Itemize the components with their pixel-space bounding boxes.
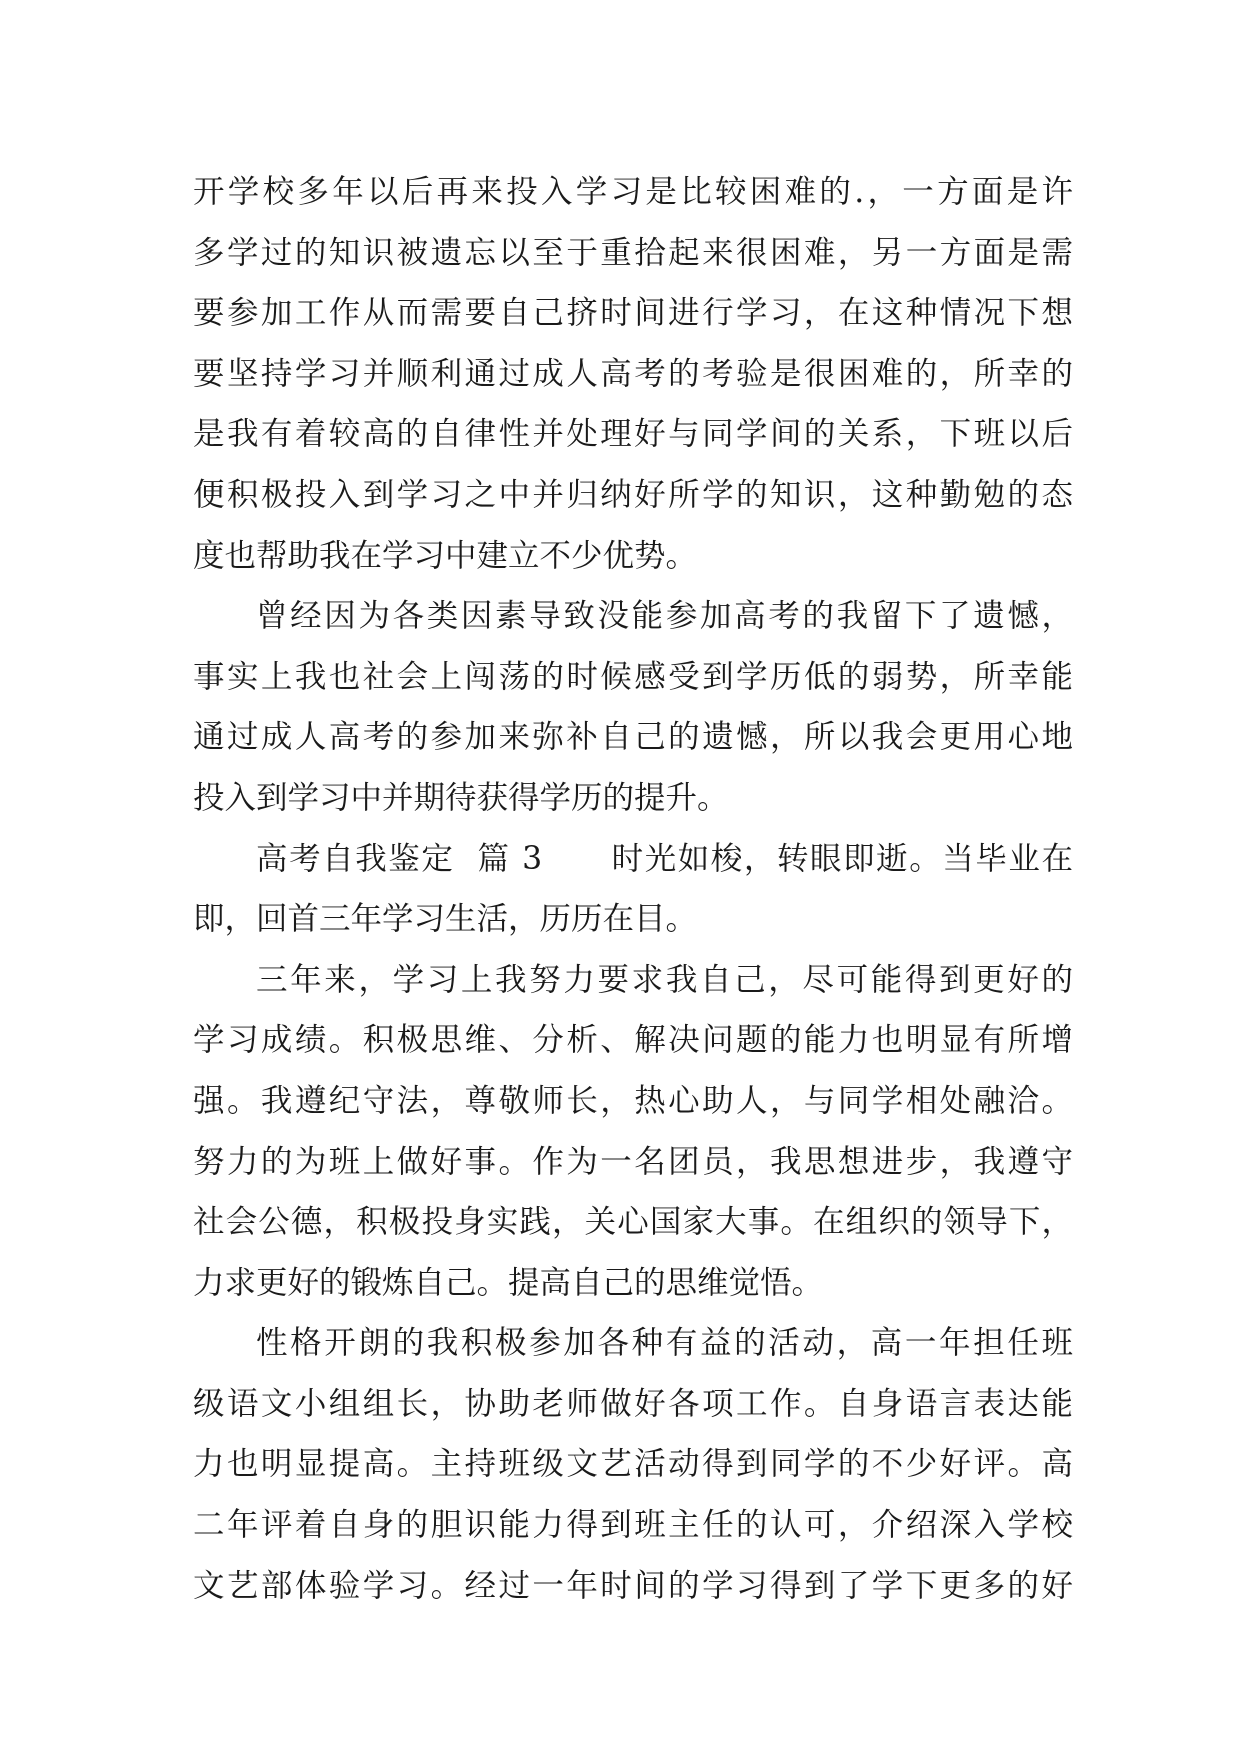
text-line: 社会公德，积极投身实践，关心国家大事。在组织的领导下， bbox=[193, 1204, 1073, 1241]
text-line: 要坚持学习并顺利通过成人高考的考验是很困难的，所幸的 bbox=[193, 355, 1073, 392]
text-line: 是我有着较高的自律性并处理好与同学间的关系，下班以后 bbox=[193, 416, 1073, 453]
document-body bbox=[193, 162, 1073, 1616]
text-line: 文艺部体验学习。经过一年时间的学习得到了学下更多的好 bbox=[193, 1567, 1073, 1604]
section-heading-line: 高考自我鉴定 篇 3 时光如梭，转眼即逝。当毕业在 bbox=[256, 840, 1073, 877]
text-line: 便积极投入到学习之中并归纳好所学的知识，这种勤勉的态 bbox=[193, 476, 1073, 513]
text-line: 三年来，学习上我努力要求我自己，尽可能得到更好的 bbox=[256, 961, 1073, 998]
text-line: 度也帮助我在学习中建立不少优势。 bbox=[193, 537, 698, 574]
text-line: 性格开朗的我积极参加各种有益的活动，高一年担任班 bbox=[256, 1325, 1073, 1362]
text-line: 通过成人高考的参加来弥补自己的遗憾，所以我会更用心地 bbox=[193, 719, 1073, 756]
text-line: 二年评着自身的胆识能力得到班主任的认可，介绍深入学校 bbox=[193, 1507, 1073, 1544]
text-line: 力求更好的锻炼自己。提高自己的思维觉悟。 bbox=[193, 1264, 824, 1301]
text-line: 多学过的知识被遗忘以至于重拾起来很困难，另一方面是需 bbox=[193, 234, 1073, 271]
text-line: 级语文小组组长，协助老师做好各项工作。自身语言表达能 bbox=[193, 1385, 1073, 1422]
text-line: 即，回首三年学习生活，历历在目。 bbox=[193, 901, 698, 938]
text-line: 力也明显提高。主持班级文艺活动得到同学的不少好评。高 bbox=[193, 1446, 1073, 1483]
text-line: 曾经因为各类因素导致没能参加高考的我留下了遗憾， bbox=[256, 598, 1073, 635]
text-line: 开学校多年以后再来投入学习是比较困难的.，一方面是许 bbox=[193, 174, 1073, 210]
text-line: 强。我遵纪守法，尊敬师长，热心助人，与同学相处融洽。 bbox=[193, 1082, 1073, 1119]
text-line: 努力的为班上做好事。作为一名团员，我思想进步，我遵守 bbox=[193, 1143, 1073, 1180]
text-line: 事实上我也社会上闯荡的时候感受到学历低的弱势，所幸能 bbox=[193, 658, 1073, 695]
text-line: 学习成绩。积极思维、分析、解决问题的能力也明显有所增 bbox=[193, 1022, 1073, 1059]
text-line: 投入到学习中并期待获得学历的提升。 bbox=[193, 779, 729, 816]
text-line: 要参加工作从而需要自己挤时间进行学习，在这种情况下想 bbox=[193, 295, 1073, 332]
